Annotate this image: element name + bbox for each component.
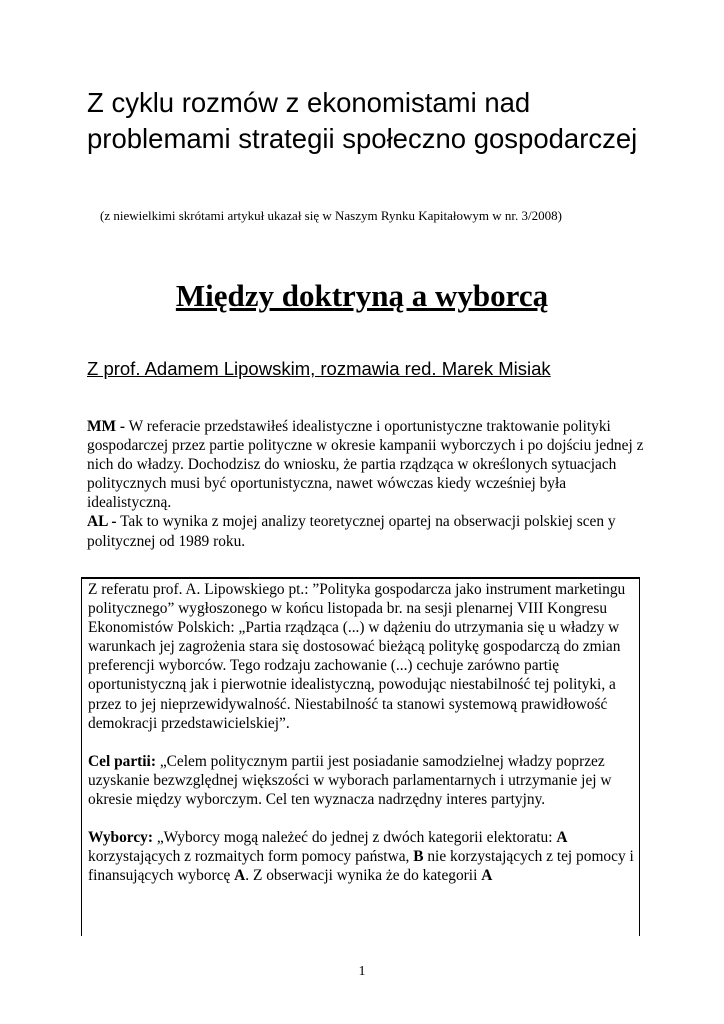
wyborcy-text-4: . Z obserwacji wynika że do kategorii [245, 867, 482, 885]
quote-paragraph-cel-partii [88, 752, 648, 809]
al-answer [87, 512, 647, 550]
category-b-label: B [413, 848, 424, 866]
interview-intro [87, 417, 647, 551]
category-a-label: A [556, 829, 568, 847]
al-answer-text: Tak to wynika z mojej analizy teoretycznej opartej na obserwacji polskiej scen y politycznej od 1989 roku. [87, 513, 616, 550]
article-subtitle: Z prof. Adamem Lipowskim, rozmawia red. Marek Misiak [87, 358, 551, 379]
cel-partii-label: Cel partii: [88, 752, 156, 770]
category-a-label-2: A [234, 867, 246, 885]
wyborcy-text-1: „Wyborcy mogą należeć do jednej z dwóch kategorii elektoratu: [152, 829, 557, 847]
quote-box-content [88, 580, 648, 936]
page-number: 1 [358, 964, 366, 979]
mm-speaker-label: MM - [87, 418, 126, 435]
mm-question [87, 417, 647, 512]
publication-note: (z niewielkimi skrótami artykuł ukazał się w Naszym Rynku Kapitałowym w nr. 3/2008) [100, 208, 562, 223]
article-title: Między doktryną a wyborcą [175, 278, 549, 313]
cel-partii-text: „Celem politycznym partii jest posiadanie samodzielnej władzy poprzez uzyskanie bezwzględnej większości w wyborach parlamentarnych i utrzymanie jej w okresie między wyborczym. Cel ten wyznacza nadrzędny interes partyjny. [88, 752, 612, 809]
wyborcy-label: Wyborcy: [88, 829, 153, 847]
quote-paragraph-referat: Z referatu prof. A. Lipowskiego pt.: ”Polityka gospodarcza jako instrument marketingu politycznego” wygłoszonego w końcu listopada br. na sesji plenarnej VIII Kongresu Ekonomistów Polskich: „Partia rządząca (...) w dążeniu do utrzymania się u władzy w warunkach jej zagrożenia stara się dostosować bieżącą politykę gospodarczą do zmian preferencji wyborców. Tego rodzaju zachowanie (...) cechuje zarówno partię oportunistyczną jak i pierwotnie idealistyczną, powodując niestabilność tej polityki, a przez to jej nieprzewidywalność. Niestabilność ta stanowi systemową prawidłowość demokracji przedstawicielskiej”. [88, 581, 626, 732]
mm-question-text: W referacie przedstawiłeś idealistyczne i oportunistyczne traktowanie polityki gospodarczej przez partie polityczne w okresie kampanii wyborczych i po dojściu jednej z nich do władzy. Dochodzisz do wniosku, że partia rządząca w określonych sytuacjach politycznych musi być oportunistyczna, nawet wówczas kiedy wcześniej była idealistyczną. [87, 418, 644, 512]
wyborcy-text-2: korzystających z rozmaitych form pomocy państwa, [88, 848, 414, 866]
series-heading: Z cyklu rozmów z ekonomistami nad problemami strategii społeczno gospodarczej [87, 87, 638, 154]
wyborcy-text-3: nie korzystających z tej pomocy i finansujących wyborcę [88, 848, 634, 885]
quote-paragraph-wyborcy [88, 828, 648, 885]
al-speaker-label: AL - [87, 513, 117, 531]
category-a-label-3: A [481, 867, 493, 885]
